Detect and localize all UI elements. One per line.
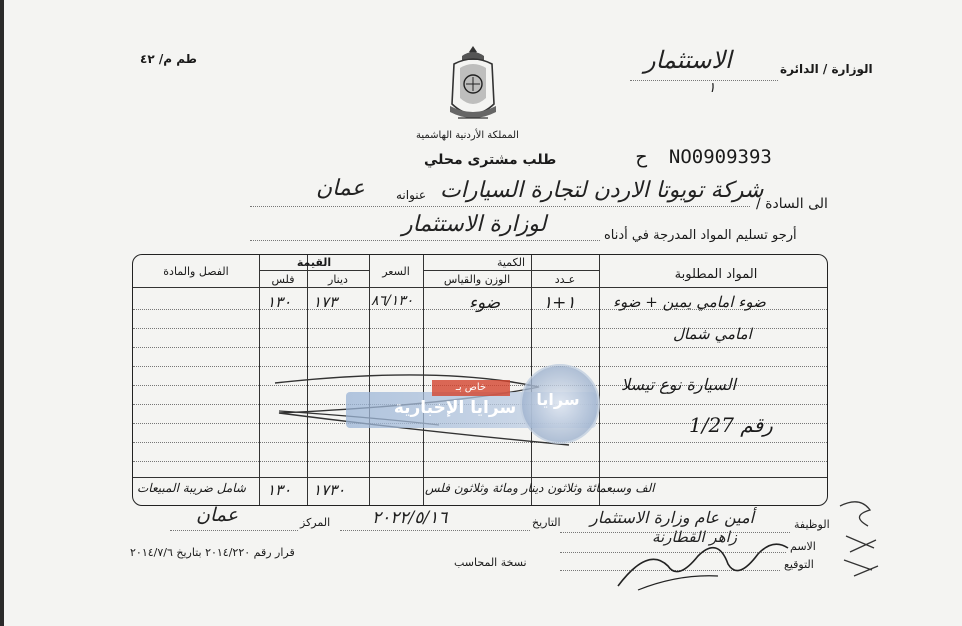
- row1-weight: ضوء: [469, 293, 501, 313]
- name-value: زاهر القطارنة: [652, 528, 738, 546]
- decision-note: قرار رقم ٢٠١٤/٢٢٠ بتاريخ ٢٠١٤/٧/٦: [130, 546, 295, 559]
- ministry-sub: ١: [708, 80, 716, 96]
- row1-dinar: ١٧٣: [313, 293, 338, 311]
- sign-label: التوقيع: [784, 558, 814, 571]
- header-weight: الوزن والقياس: [443, 273, 511, 286]
- row1-count: ١+١: [543, 293, 576, 313]
- serial-letter: ح: [636, 146, 648, 168]
- header-chapter: الفصل والمادة: [163, 265, 229, 278]
- note-car-number: رقم 1/27: [689, 413, 773, 437]
- total-in-words: الف وسبعمائة وثلاثون دينار ومائة وثلاثون فلس: [425, 481, 655, 495]
- header-bottom-line: [133, 287, 827, 288]
- total-fils: ١٣٠: [267, 481, 292, 499]
- row1-price: ٨٦/١٣٠: [371, 293, 414, 309]
- header-quantity: الكمية: [496, 256, 526, 269]
- ministry-label: الوزارة / الدائرة: [780, 62, 873, 76]
- address-value: عمان: [316, 176, 365, 201]
- form-title: طلب مشترى محلي: [424, 152, 557, 168]
- total-line: [133, 477, 827, 478]
- job-label: الوظيفة: [794, 518, 830, 531]
- serial-number: [636, 146, 772, 168]
- col-divider: [259, 255, 260, 505]
- ministry-value: الاستثمار: [644, 46, 732, 74]
- center-value: عمان: [196, 504, 239, 526]
- signature-scribble: [608, 526, 798, 596]
- total-dinar: ١٧٣٠: [313, 481, 346, 499]
- addressee-value: شركة تويوتا الاردن لتجارة السيارات: [440, 178, 764, 203]
- addressee-dotted-line: [250, 206, 750, 207]
- address-label: عنوانه: [396, 188, 427, 202]
- accountant-copy-label: نسخة المحاسب: [454, 556, 527, 569]
- date-value: ٢٠٢٢/٥/١٦: [372, 508, 448, 528]
- serial-prefix: NO: [668, 146, 692, 168]
- row1-item-line1: ضوء امامي يمين + ضوء: [613, 293, 766, 311]
- header-value: القيمة: [296, 256, 332, 269]
- request-label: أرجو تسليم المواد المدرجة في أدناه: [604, 228, 797, 243]
- center-label: المركز: [300, 516, 331, 529]
- name-label: الاسم: [790, 540, 816, 553]
- job-value: أمين عام وزارة الاستثمار: [590, 508, 755, 527]
- value-subheader-line: [259, 270, 369, 271]
- serial-value: 0909393: [691, 146, 772, 168]
- request-dotted-line: [250, 240, 600, 241]
- addressee-label: الى السادة /: [756, 196, 828, 212]
- header-items: المواد المطلوبة: [674, 267, 758, 282]
- date-label: التاريخ: [532, 516, 561, 529]
- page-left-edge: [0, 0, 4, 626]
- header-dinar: دينار: [328, 273, 348, 286]
- initials-scribble: [830, 496, 890, 592]
- coat-of-arms-emblem: [444, 44, 502, 130]
- note-car-type: السيارة نوع تيسلا: [621, 375, 736, 394]
- header-fils: فلس: [271, 273, 295, 286]
- quantity-subheader-line: [423, 270, 599, 271]
- request-value: لوزارة الاستثمار: [402, 212, 547, 237]
- row1-item-line2: امامي شمال: [673, 325, 752, 343]
- row1-fils: ١٣٠: [267, 293, 292, 311]
- watermark-brand: سرايا: [536, 390, 580, 409]
- ministry-dotted-line: [630, 80, 778, 81]
- total-chapter-note: شامل ضريبة المبيعات: [137, 481, 246, 495]
- form-code: طم م/ ٤٢: [140, 52, 197, 66]
- kingdom-name: المملكة الأردنية الهاشمية: [416, 130, 519, 141]
- header-count: عـدد: [554, 273, 576, 286]
- watermark-text: سرايا الإخبارية: [393, 398, 517, 418]
- header-price: السعر: [382, 265, 410, 278]
- watermark-tag: خاص بـ: [432, 380, 510, 396]
